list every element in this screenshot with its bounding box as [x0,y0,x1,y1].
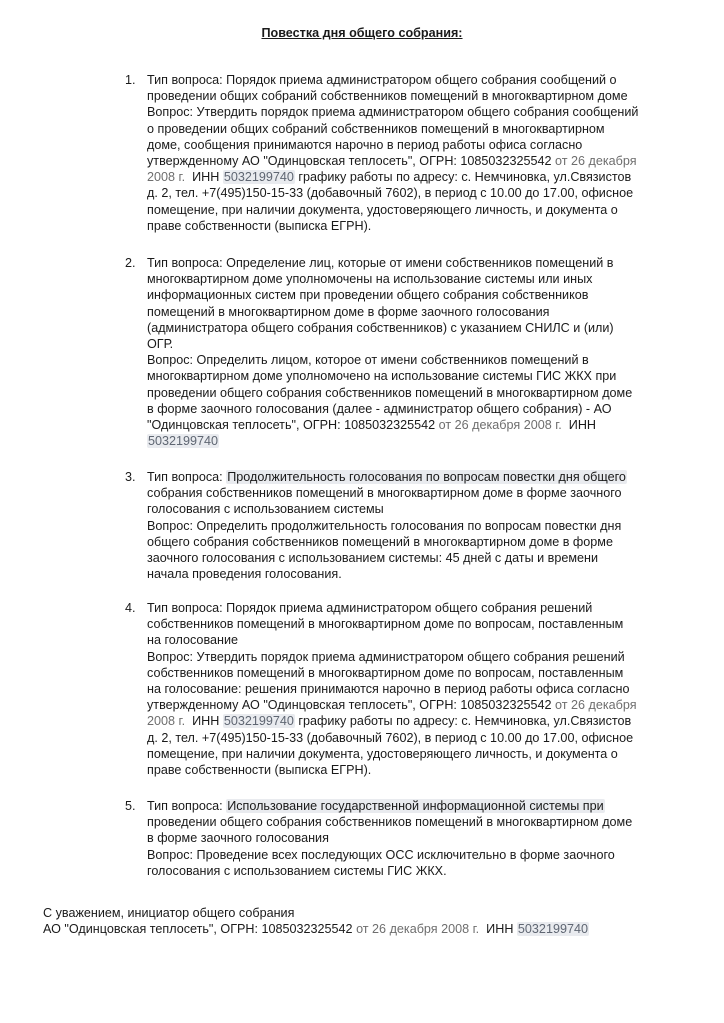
text-line: собственников помещений в многоквартирном доме по вопросам, поставленным [147,617,624,632]
text-line: Вопрос: Определить продолжительность голосования по вопросам повестки дня [147,518,622,533]
text-line: помещение, при наличии документа, удостоверяющего личность, и документа о [147,202,618,217]
text-segment: "Одинцовская теплосеть", ОГРН: 1085032325542 [147,418,436,433]
inn-label: ИНН [568,418,597,433]
text-line: на голосование: решения принимаются нарочно в период работы офиса согласно [147,682,630,697]
agenda-item-number: 5. [125,799,136,813]
agenda-item-1 [125,72,665,234]
text-line: Тип вопроса: Порядок приема администратором общего собрания сообщений о [147,73,617,87]
text-line [147,153,665,169]
date-text: от 26 декабря 2008 г. [438,418,562,433]
agenda-item-number: 4. [125,601,136,615]
inn-label: ИНН [192,170,220,185]
text-line: доме, сообщения принимаются нарочно в период работы офиса согласно [147,137,583,152]
text-line: Вопрос: Проведение всех последующих ОСС исключительно в форме заочного [147,847,615,862]
text-line: в форме заочного голосования (далее - администратор общего собрания) - АО [147,401,612,416]
text-line: собственников помещений в многоквартирном доме по вопросам, поставленным [147,665,624,680]
closing-signature [43,905,683,937]
inn-value: 5032199740 [517,922,588,937]
highlighted-text: Использование государственной информационной системы при [227,799,604,813]
text-line: информационных систем при проведении общего собрания собственников [147,288,589,303]
text-segment: Тип вопроса: [147,470,223,484]
text-line: начала проведения голосования. [147,567,342,582]
inn-value: 5032199740 [223,170,294,185]
text-line: помещений в многоквартирном доме в форме заочного голосования [147,304,550,319]
text-line: Вопрос: Утвердить порядок приема администратором общего собрания сообщений [147,105,639,120]
text-line: праве собственности (выписка ЕГРН). [147,218,372,233]
agenda-item-4 [125,600,665,778]
text-line: Тип вопроса: Порядок приема администратором общего собрания решений [147,601,593,615]
date-year-text: 2008 г. [147,714,186,729]
text-line [147,798,665,814]
text-line: собрания собственников помещений в многоквартирном доме в форме заочного [147,486,622,501]
text-line [147,169,665,185]
date-text: от 26 декабря [554,698,637,713]
text-line: голосования с использованием системы [147,502,384,517]
inn-label: ИНН [192,714,220,729]
closing-line: С уважением, инициатор общего собрания [43,906,295,920]
text-line: голосования с использованием системы ГИС ЖКХ. [147,863,447,878]
inn-value: 5032199740 [148,434,219,449]
text-line: проведении общего собрания собственников помещений в многоквартирном доме [147,815,633,830]
text-line: проведении общих собраний собственников помещений в многоквартирном доме [147,89,628,104]
agenda-item-5 [125,798,665,879]
text-line: (администратора общего собрания собственников) с указанием СНИЛС и (или) [147,320,614,335]
page-title: Повестка дня общего собрания: [261,26,463,40]
inn-value: 5032199740 [223,714,294,729]
text-line [147,433,665,449]
text-segment: утвержденному АО "Одинцовская теплосеть", ОГРН: 1085032325542 [147,698,552,713]
text-segment: Тип вопроса: [147,799,223,813]
agenda-item-body [147,798,665,879]
closing-line [43,921,683,937]
text-line: общего собрания собственников помещений в многоквартирном доме в форме [147,534,613,549]
date-text: от 26 декабря 2008 г. [356,922,480,937]
date-year-text: 2008 г. [147,170,186,185]
text-segment: графику работы по адресу: с. Немчиновка, ул.Связистов [298,170,632,185]
text-line: заочного голосования с использованием системы: 45 дней с даты и времени [147,551,599,566]
agenda-item-3 [125,469,665,582]
agenda-item-body [147,469,665,582]
text-line: помещение, при наличии документа, удостоверяющего личность, и документа о [147,746,618,761]
text-line [147,697,665,713]
text-line: праве собственности (выписка ЕГРН). [147,763,372,778]
text-line: о проведении общих собраний собственников помещений в многоквартирном [147,121,605,136]
text-segment: графику работы по адресу: с. Немчиновка, ул.Связистов [298,714,632,729]
text-line: проведении общего собрания собственников помещений в многоквартирном доме [147,385,633,400]
text-line: на голосование [147,633,238,648]
text-line: в форме заочного голосования [147,831,329,846]
text-line: многоквартирном доме уполномочены на использование системы или иных [147,272,593,287]
agenda-item-number: 2. [125,256,136,270]
text-line [147,713,665,729]
inn-label: ИНН [486,922,514,937]
agenda-item-body [147,600,665,778]
text-segment: утвержденному АО "Одинцовская теплосеть", ОГРН: 1085032325542 [147,154,552,169]
text-line: д. 2, тел. +7(495)150-15-33 (добавочный 7602), в период с 10.00 до 17.00, офисное [147,186,634,201]
text-line [147,469,665,485]
agenda-item-number: 1. [125,73,136,87]
date-text: от 26 декабря [554,154,637,169]
highlighted-text: Продолжительность голосования по вопросам повестки дня общего [227,470,626,484]
agenda-item-body [147,255,665,449]
text-line: д. 2, тел. +7(495)150-15-33 (добавочный 7602), в период с 10.00 до 17.00, офисное [147,730,634,745]
agenda-item-number: 3. [125,470,136,484]
text-line: ОГР. [147,337,174,352]
text-segment: АО "Одинцовская теплосеть", ОГРН: 1085032325542 [43,922,353,937]
agenda-item-body [147,72,665,234]
text-line: многоквартирном доме уполномочено на использование системы ГИС ЖКХ при [147,369,617,384]
agenda-item-2 [125,255,665,449]
text-line [147,417,665,433]
text-line: Вопрос: Утвердить порядок приема администратором общего собрания решений [147,649,625,664]
text-line: Тип вопроса: Определение лиц, которые от имени собственников помещений в [147,256,614,270]
text-line: Вопрос: Определить лицом, которое от имени собственников помещений в [147,353,589,368]
